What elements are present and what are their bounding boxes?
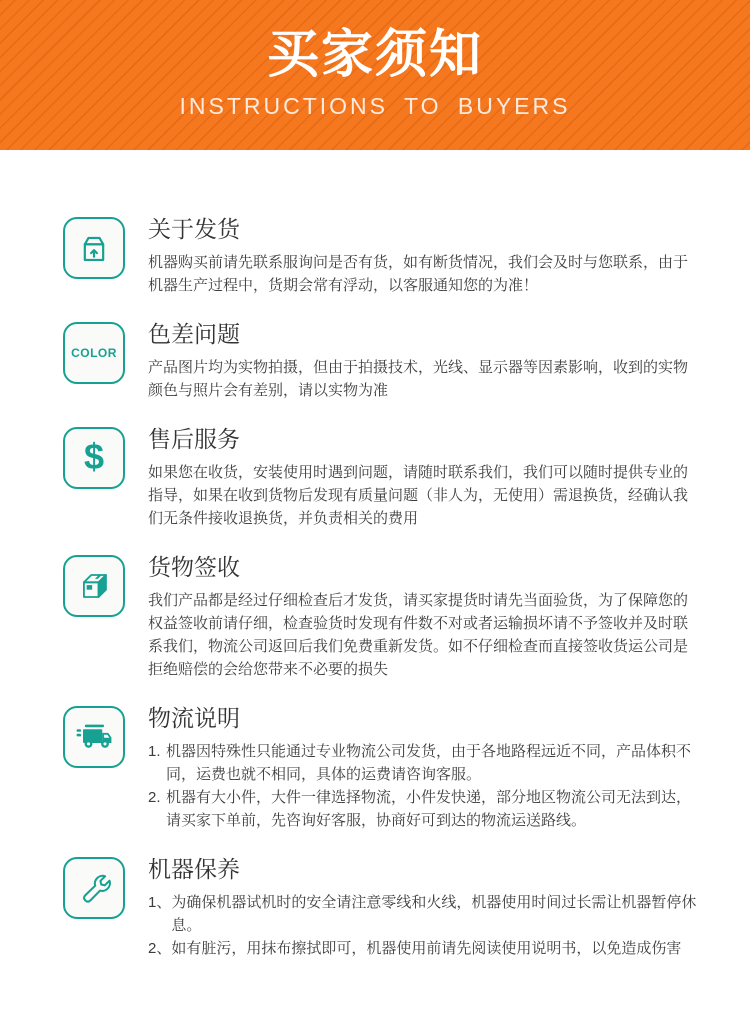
logistics-item-2-marker: 2. — [148, 789, 165, 806]
maintenance-item-1-marker: 1、 — [148, 894, 172, 911]
logistics-item-2 — [148, 786, 702, 832]
section-color-content — [148, 319, 702, 402]
section-goods-receipt-text: 我们产品都是经过仔细检查后才发货，请买家提货时请先当面验货，为了保障您的权益签收前请仔细，检查验货时发现有件数不对或者运输损坏请不予签收并及时联系我们，物流公司返回后我们免费重新发货。如不仔细检查而直接签收货运公司是拒绝赔偿的会给您带来不必要的损失 — [148, 592, 689, 678]
section-after-sales-title: 售后服务 — [148, 426, 240, 452]
section-maintenance-content — [148, 854, 702, 960]
color-badge-label: COLOR — [71, 346, 117, 360]
section-after-sales-content — [148, 424, 702, 530]
section-goods-receipt — [63, 552, 702, 681]
section-goods-receipt-title: 货物签收 — [148, 554, 240, 580]
maintenance-item-2 — [148, 937, 702, 960]
section-color-text: 产品图片均为实物拍摄，但由于拍摄技术，光线、显示器等因素影响，收到的实物颜色与照片会有差别，请以实物为准 — [148, 359, 689, 399]
section-color-title: 色差问题 — [148, 321, 240, 347]
maintenance-item-1-text: 为确保机器试机时的安全请注意零线和火线，机器使用时间过长需让机器暂停休息。 — [171, 894, 697, 934]
section-maintenance-title: 机器保养 — [148, 856, 240, 882]
maintenance-item-2-text: 如有脏污，用抹布擦拭即可，机器使用前请先阅读使用说明书，以免造成伤害 — [171, 940, 682, 957]
section-shipping-title: 关于发货 — [148, 216, 240, 242]
color-badge-icon — [63, 322, 125, 384]
truck-icon — [63, 706, 125, 768]
section-logistics-title: 物流说明 — [148, 705, 240, 731]
section-goods-receipt-content — [148, 552, 702, 681]
logistics-item-2-text: 机器有大小件，大件一律选择物流，小件发快递，部分地区物流公司无法到达，请买家下单前，先咨询好客服，协商好可到达的物流运送路线。 — [166, 789, 692, 829]
wrench-icon — [63, 857, 125, 919]
section-shipping-text: 机器购买前请先联系服询问是否有货，如有断货情况，我们会及时与您联系，由于机器生产过程中，货期会常有浮动，以客服通知您的为准！ — [148, 254, 689, 294]
section-color-difference — [63, 319, 702, 402]
page-header — [0, 0, 750, 150]
maintenance-item-1 — [148, 891, 702, 937]
box-3d-icon — [63, 555, 125, 617]
maintenance-item-2-marker: 2、 — [148, 940, 172, 957]
page-title: 买家须知 — [266, 26, 483, 84]
page-subtitle: INSTRUCTIONS TO BUYERS — [179, 93, 571, 119]
logistics-item-1-text: 机器因特殊性只能通过专业物流公司发货，由于各地路程远近不同，产品体积不同，运费也就不相同，具体的运费请咨询客服。 — [166, 743, 692, 783]
section-logistics — [63, 703, 702, 832]
section-logistics-content — [148, 703, 702, 832]
dollar-glyph: $ — [83, 435, 105, 477]
content-area — [0, 150, 750, 1012]
section-shipping-content — [148, 214, 702, 297]
logistics-item-1 — [148, 740, 702, 786]
section-shipping — [63, 214, 702, 297]
section-maintenance — [63, 854, 702, 960]
section-after-sales — [63, 424, 702, 530]
dollar-icon — [63, 427, 125, 489]
logistics-item-1-marker: 1. — [148, 743, 165, 760]
package-icon — [63, 217, 125, 279]
section-after-sales-text: 如果您在收货，安装使用时遇到问题，请随时联系我们，我们可以随时提供专业的指导，如果在收到货物后发现有质量问题（非人为，无使用）需退换货，经确认我们无条件接收退换货，并负责相关的费用 — [148, 464, 689, 527]
